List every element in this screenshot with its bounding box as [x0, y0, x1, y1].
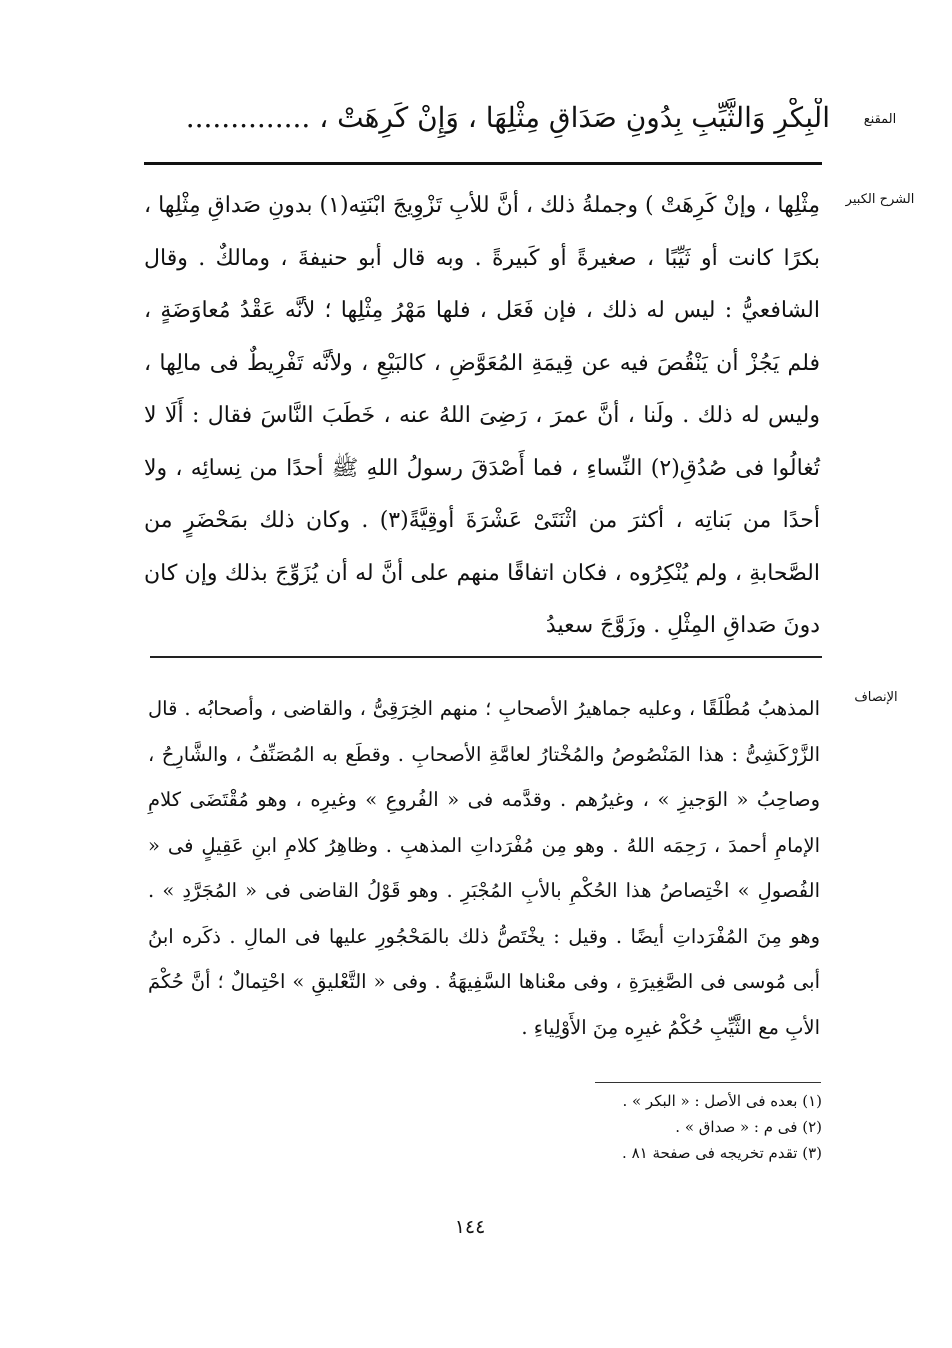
insaf-text: المذهبُ مُطْلَقًا ، وعليه جماهيرُ الأصحابِ ؛ منهم الخِرَقِىُّ ، والقاضى ، وأصحابُه . قال الزَّرْكَشِىُّ : هذا المَنْصُوصُ والمُخْتارُ لعامَّةِ الأصحابِ . وقطَع به المُصَنِّفُ ، والشَّارِحُ ، وصاحِبُ « الوَجيزِ » ، وغيرُهم . وقدَّمه فى « الفُروعِ » وغيرِه ، وهو مُقْتَضَى كلامِ الإمامِ أحمدَ ، رَحِمَه اللهُ . وهو مِن مُفْرَداتِ المذهبِ . وظاهِرُ كلامِ ابنِ عَقِيلٍ فى « الفُصولِ » اخْتِصاصُ هذا الحُكْمِ بالأبِ المُجْبَرِ . وهو قَوْلُ القاضى فى « المُجَرَّدِ » . وهو مِنَ المُفْرَداتِ أيضًا . وقيل : يخْتَصُّ ذلك بالمَحْجُورِ عليها فى المالِ . ذكَره ابنُ أبى مُوسى فى الصَّغِيرَةِ ، وفى معْناها السَّفِيهَةُ . وفى « التَّعْليقِ » احْتِمالٌ ؛ أنَّ حُكْمَ الأبِ مع الثَّيِّبِ حُكْمُ غيرِه مِنَ الأَوْلِياءِ . — [148, 697, 820, 1039]
section-divider — [150, 656, 822, 658]
footnote-divider — [595, 1082, 821, 1083]
footnote-1: (١) بعده فى الأصل : « البكر » . — [622, 1092, 822, 1110]
label-muqni: المقنع — [863, 112, 897, 127]
page-number: ١٤٤ — [454, 1216, 486, 1238]
muqni-text: الْبِكْرِ وَالثَّيِّبِ بِدُونِ صَدَاقِ مِثْلِهَا ، وَإِنْ كَرِهَتْ ، .............. — [185, 101, 830, 134]
section-divider-thick — [144, 162, 822, 165]
footnotes — [560, 1088, 822, 1166]
label-insaf: الإنصاف — [854, 690, 898, 705]
footnote-2: (٢) فى م : « صداق » . — [675, 1118, 822, 1136]
label-sharh: الشرح الكبير — [845, 192, 915, 207]
footnote-3: (٣) تقدم تخريجه فى صفحة ٨١ . — [622, 1144, 822, 1162]
sharh-text: مِثْلِها ، وإنْ كَرِهَتْ ) وجملةُ ذلك ، أنَّ للأبِ تَزْوِيجَ ابْنَتِه(١) بدونِ صَداقِ مِثْلِها ، بكرًا كانت أو ثَيِّبًا ، صغيرةً أو كَبيرةً . وبه قال أبو حنيفةَ ، ومالكٌ . وقال الشافعيُّ : ليس له ذلك ، فإن فَعَل ، فلها مَهْرُ مِثْلِها ؛ لأنَّه عَقْدُ مُعاوَضَةٍ ، فلم يَجُزْ أن يَنْقُصَ فيه عن قِيمَةِ المُعَوَّضِ ، كالبَيْعِ ، ولأنَّه تَفْرِيطٌ فى مالِها ، وليس له ذلك . ولَنا ، أنَّ عمرَ ، رَضِىَ اللهُ عنه ، خَطَبَ النَّاسَ فقال : أَلَا لا تُغالُوا فى صُدُقِ(٢) النِّساءِ ، فما أَصْدَقَ رسولُ اللهِ ﷺ أحدًا من نِسائِه ، ولا أحدًا من بَناتِه ، أكثرَ من اثْنَتَىْ عَشْرَةَ أوقِيَّةً(٣) . وكان ذلك بمَحْضَرٍ من الصَّحابةِ ، ولم يُنْكِرُوه ، فكان اتفاقًا منهم على أنَّ له أن يُزَوِّجَ بذلك وإن كان دونَ صَداقِ المِثْلِ . وزَوَّجَ سعيدُ — [144, 193, 821, 638]
